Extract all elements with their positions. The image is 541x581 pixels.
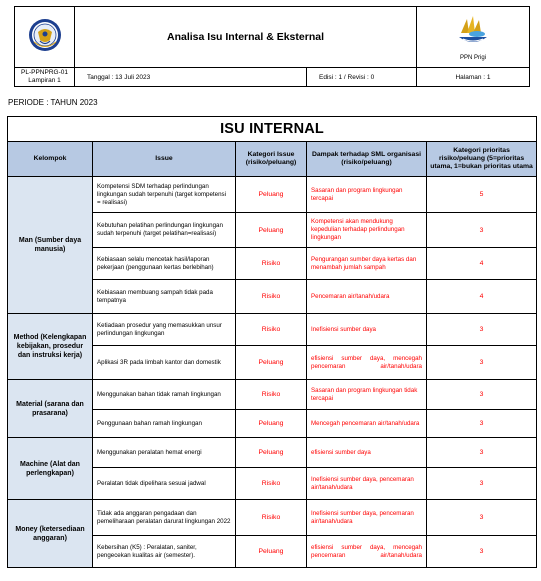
- prioritas-value: 4: [427, 280, 537, 314]
- issue-text: Kebiasaan selalu mencetak hasil/laporan pekerjaan (penggunaan kertas berlebihan): [93, 248, 236, 280]
- prioritas-value: 3: [427, 438, 537, 468]
- issue-text: Peralatan tidak dipelihara sesuai jadwal: [93, 468, 236, 500]
- dampak-text: Sasaran dan program lingkungan tercapai: [307, 177, 427, 213]
- table-row: [8, 438, 537, 468]
- kategori-value: Risiko: [236, 500, 307, 536]
- doc-page: Halaman : 1: [417, 68, 530, 87]
- prioritas-value: 3: [427, 213, 537, 248]
- section-title: ISU INTERNAL: [8, 117, 537, 142]
- kategori-value: Peluang: [236, 438, 307, 468]
- kategori-value: Peluang: [236, 536, 307, 568]
- dampak-text: Inefisiensi sumber daya, pencemaran air/tanah/udara: [307, 500, 427, 536]
- kategori-value: Risiko: [236, 248, 307, 280]
- kategori-value: Risiko: [236, 280, 307, 314]
- dampak-text: Inefisiensi sumber daya, pencemaran air/tanah/udara: [307, 468, 427, 500]
- issue-text: Aplikasi 3R pada limbah kantor dan domestik: [93, 346, 236, 380]
- kategori-value: Risiko: [236, 468, 307, 500]
- issue-text: Menggunakan bahan tidak ramah lingkungan: [93, 380, 236, 410]
- kategori-value: Peluang: [236, 410, 307, 438]
- doc-date: Tanggal : 13 Juli 2023: [75, 68, 307, 87]
- dampak-text: Mencegah pencemaran air/tanah/udara: [307, 410, 427, 438]
- doc-code-cell: [15, 68, 75, 87]
- prioritas-value: 3: [427, 380, 537, 410]
- periode-label: PERIODE : TAHUN 2023: [8, 98, 98, 107]
- doc-attachment: Lampiran 1: [28, 77, 61, 84]
- doc-code: PL-PPNPRG-01: [21, 69, 68, 76]
- dampak-text: Inefisiensi sumber daya: [307, 314, 427, 346]
- dampak-text: efisiensi sumber daya, mencegah pencemaran air/tanah/udara: [307, 536, 427, 568]
- issue-text: Ketiadaan prosedur yang memasukkan unsur perlindungan lingkungan: [93, 314, 236, 346]
- prioritas-value: 4: [427, 248, 537, 280]
- col-header-dampak: Dampak terhadap SML organisasi (risiko/peluang): [307, 142, 427, 177]
- col-header-kelompok: Kelompok: [8, 142, 93, 177]
- issue-text: Tidak ada anggaran pengadaan dan pemeliharaan peralatan darurat lingkungan 2022: [93, 500, 236, 536]
- col-header-issue: Issue: [93, 142, 236, 177]
- kategori-value: Risiko: [236, 314, 307, 346]
- right-logo-caption: PPN Prigi: [460, 55, 487, 61]
- kategori-value: Peluang: [236, 213, 307, 248]
- prioritas-value: 3: [427, 536, 537, 568]
- issue-text: Kebutuhan pelatihan perlindungan lingkungan sudah terpenuhi (target pelatihan=realisasi): [93, 213, 236, 248]
- group-money: Money (ketersediaan anggaran): [8, 500, 93, 568]
- issue-text: Kebiasaan membuang sampah tidak pada tempatnya: [93, 280, 236, 314]
- issue-text: Kompetensi SDM terhadap perlindungan lingkungan sudah terpenuhi (target kompetensi = realisasi): [93, 177, 236, 213]
- kategori-value: Risiko: [236, 380, 307, 410]
- issue-text: Penggunaan bahan ramah lingkungan: [93, 410, 236, 438]
- dampak-text: Pencemaran air/tanah/udara: [307, 280, 427, 314]
- table-row: [8, 314, 537, 346]
- prioritas-value: 3: [427, 410, 537, 438]
- left-logo-cell: [15, 7, 75, 68]
- group-method: Method (Kelengkapan kebijakan, prosedur dan instruksi kerja): [8, 314, 93, 380]
- ppn-prigi-logo-icon: [455, 13, 491, 49]
- issues-table: [7, 116, 537, 568]
- dampak-text: efisiensi sumber daya: [307, 438, 427, 468]
- right-logo-cell: [417, 7, 530, 68]
- issue-text: Kebersihan (K5) : Peralatan, saniter, pengecekan kualitas air (semester).: [93, 536, 236, 568]
- document-title: Analisa Isu Internal & Eksternal: [75, 7, 417, 68]
- col-header-prioritas: Kategori prioritas risiko/peluang (5=prioritas utama, 1=bukan prioritas utama: [427, 142, 537, 177]
- dampak-text: Sasaran dan program lingkungan tidak tercapai: [307, 380, 427, 410]
- table-row: [8, 500, 537, 536]
- dampak-text: efisiensi sumber daya, mencegah pencemaran air/tanah/udara: [307, 346, 427, 380]
- table-row: [8, 380, 537, 410]
- group-man: Man (Sumber daya manusia): [8, 177, 93, 314]
- kategori-value: Peluang: [236, 346, 307, 380]
- table-row: [8, 177, 537, 213]
- prioritas-value: 3: [427, 346, 537, 380]
- ministry-logo-icon: [28, 18, 62, 52]
- prioritas-value: 3: [427, 468, 537, 500]
- document-header: [14, 6, 530, 87]
- issue-text: Menggunakan peralatan hemat energi: [93, 438, 236, 468]
- prioritas-value: 5: [427, 177, 537, 213]
- prioritas-value: 3: [427, 314, 537, 346]
- doc-edition: Edisi : 1 / Revisi : 0: [307, 68, 417, 87]
- group-machine: Machine (Alat dan perlengkapan): [8, 438, 93, 500]
- kategori-value: Peluang: [236, 177, 307, 213]
- col-header-kategori: Kategori Issue (risiko/peluang): [236, 142, 307, 177]
- dampak-text: Pengurangan sumber daya kertas dan menambah jumlah sampah: [307, 248, 427, 280]
- dampak-text: Kompetensi akan mendukung kepedulian terhadap perlindungan lingkungan: [307, 213, 427, 248]
- group-material: Material (sarana dan prasarana): [8, 380, 93, 438]
- prioritas-value: 3: [427, 500, 537, 536]
